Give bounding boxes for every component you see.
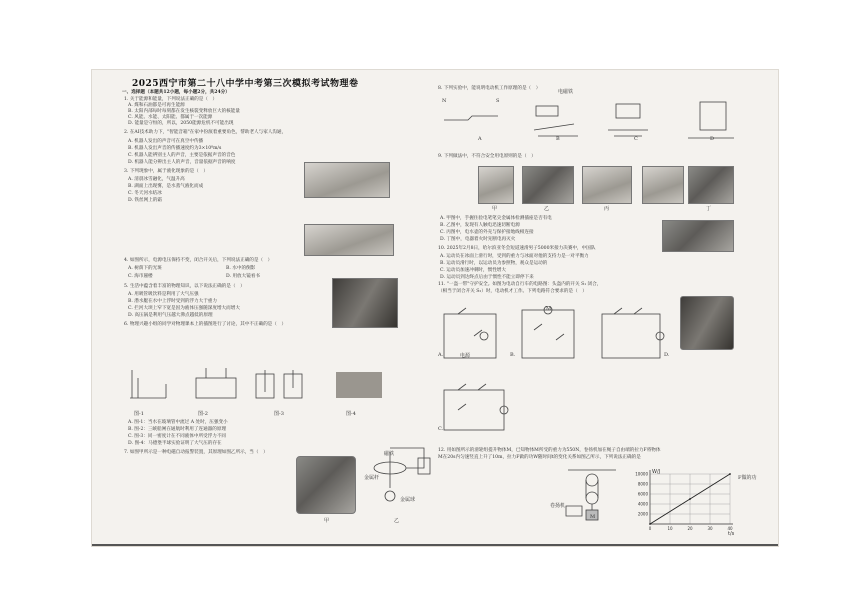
y-tick-label: 2000 xyxy=(637,511,648,517)
chart-y-axis-label: W/J xyxy=(652,469,661,475)
q9-fig-ding xyxy=(688,166,734,204)
y-tick-label: 8000 xyxy=(637,481,648,487)
q12-label-m: M xyxy=(590,514,596,520)
q8-option-c: C xyxy=(634,136,638,142)
q6-option-d: D. 图-4：马德堡半球实验证明了大气压的存在 xyxy=(128,441,222,446)
section-one-heading: 一、选择题（本题共12小题，每小题2分，共24分） xyxy=(122,90,230,95)
fig1-tubes xyxy=(130,370,166,398)
q6-option-b: B. 图-2：三峡船闸在通航时利用了连通器的原理 xyxy=(128,427,227,432)
q8-label-n: N xyxy=(442,98,447,104)
fig4-photo xyxy=(336,372,382,398)
q11-helmet-photo xyxy=(680,296,734,350)
fig1-caption: 图-1 xyxy=(134,411,144,417)
y-tick-label: 10000 xyxy=(635,471,648,477)
fig2-caption: 图-2 xyxy=(198,411,208,417)
q8-label-electromagnet: 电磁铁 xyxy=(558,89,574,95)
fig3-caption: 图-3 xyxy=(274,411,284,417)
q8-fig-b xyxy=(534,124,578,136)
exam-paper xyxy=(92,70,778,546)
data-point xyxy=(649,523,651,525)
x-tick-label: 10 xyxy=(667,526,673,531)
q2-stem: 2. 在AI技术助力下，"智能音箱"在家中扮演着重要角色，帮助老人与家人沟通， xyxy=(124,130,287,135)
q6-stem: 6. 物理兴趣小组的同学对物理课本上的插图进行了讨论，其中不正确的是（ ） xyxy=(124,322,287,327)
q4-option-a: A. 树荫下的光斑 xyxy=(128,266,162,271)
q9-fig-bing xyxy=(582,166,632,204)
q8-stem: 8. 下列实验中，能说明电动机工作原理的是（ ） xyxy=(438,86,541,91)
q4-photo-cooking xyxy=(332,278,398,328)
q4-option-c: C. 海市蜃楼 xyxy=(128,274,153,279)
x-tick-label: 20 xyxy=(687,526,693,531)
q8-option-b: B xyxy=(556,136,560,142)
chart-x-axis-label: t/s xyxy=(728,531,735,536)
q4-option-d: D. 用放大镜看书 xyxy=(226,274,261,279)
q7-alarm-photo xyxy=(296,456,356,514)
paper-title: 2025西宁市第二十八中学中考第三次模拟考试物理卷 xyxy=(132,79,359,89)
q12-label-work-of-f: F做的功 xyxy=(738,475,757,481)
q3-option-b: B. 湖面上出现雾，是水蒸气液化而成 xyxy=(128,184,204,189)
q6-option-c: C. 图-3：同一密度计在不同液体中所受浮力不同 xyxy=(128,434,227,439)
q7-label-ball: 金属球 xyxy=(400,497,416,503)
q1-stem: 1. 关于能源和能量，下列说法正确的是（ ） xyxy=(124,97,218,102)
q9-option-b: B. 乙图中，发现有人触电迅速切断电源 xyxy=(440,223,520,228)
q8-fig-a xyxy=(444,116,498,120)
data-point xyxy=(689,498,691,500)
q2-photo-robot xyxy=(304,162,390,198)
fig4-caption: 图-4 xyxy=(346,411,356,417)
fig2-locks xyxy=(196,378,236,398)
q11-label-a: A. xyxy=(438,352,444,358)
q3-stem: 3. 下列现象中，属于液化现象的是（ ） xyxy=(124,169,208,174)
q8-option-d: D xyxy=(710,136,715,142)
q5-option-b: B. 潜水艇在水中上浮时受到的浮力大于重力 xyxy=(128,299,217,304)
q11-stem-1: 11. "一盔一带"守护安全。如图为电动自行车的电路图：头盔内的开关 S₁ 闭合， xyxy=(438,282,602,287)
q9-caption-jia: 甲 xyxy=(492,206,498,212)
y-tick-label: 4000 xyxy=(637,501,648,507)
q11-label-d: D. xyxy=(664,352,670,358)
q1-option-c: C. 风能、水能、太阳能、都属于一次能源 xyxy=(128,115,213,120)
x-tick-label: 0 xyxy=(648,526,652,531)
y-tick-label: 6000 xyxy=(637,491,648,497)
q11-label-power-a: 电源 xyxy=(460,353,471,359)
q2-option-c: C. 机器人能辨别主人的声音，主要是依据声音的音色 xyxy=(128,153,236,158)
q6-option-a: A. 图-1：当水在玻璃管中流过 A 处时，压强变小 xyxy=(128,420,228,425)
q5-option-a: A. 用吸管吸饮料是利用了大气压强 xyxy=(128,292,199,297)
q12-work-time-chart xyxy=(626,466,736,536)
scan-edge-bottom xyxy=(92,544,778,546)
q7-caption-jia: 甲 xyxy=(324,518,330,524)
q9-fig-ding-kettle xyxy=(642,166,684,204)
q1-option-d: D. 能量是守恒的，所以，2050能源危机不可能出现 xyxy=(128,121,234,126)
q8-fig-c xyxy=(608,130,648,136)
q7-label-magnet: 磁铁 xyxy=(384,451,395,457)
q3-option-a: A. 清晨冰雪融化，气温升高 xyxy=(128,177,185,182)
q7-stem: 7. 如图甲所示是一种电磁自动报警装置，其原理如图乙所示，当（ ） xyxy=(124,450,268,455)
data-point xyxy=(729,473,731,475)
q8-option-a: A xyxy=(478,136,482,142)
q10-photo-skaters xyxy=(662,220,734,252)
q9-fig-jia xyxy=(478,166,514,204)
q7-label-rod: 金属杆 xyxy=(364,475,380,481)
q10-stem: 10. 2025年2月8日，哈尔滨亚冬会短道速滑男子5000米接力决赛中，中国队 xyxy=(438,246,596,251)
q10-option-d: D. 运动员到达终点后由于惯性不能立即停下来 xyxy=(440,275,534,280)
q2-option-b: B. 机器人发出声音的传播速度约为3×10⁸m/s xyxy=(128,146,222,151)
q2-option-a: A. 机器人发出的声音可在真空中传播 xyxy=(128,139,204,144)
q9-option-c: C. 丙图中，电水壶的外壳与保护接地线相连接 xyxy=(440,230,534,235)
x-tick-label: 30 xyxy=(707,526,713,531)
q4-option-b: B. 水中的倒影 xyxy=(226,266,256,271)
q11-circuit-options xyxy=(438,306,678,436)
q5-option-d: D. 高压锅是利用气压越大沸点越低的原理 xyxy=(128,313,213,318)
q9-stem: 9. 下列做法中，不符合安全用电原则的是（ ） xyxy=(438,154,536,159)
q4-stem: 4. 如图所示，电源电压保持不变，闭合开关后，下列说法正确的是（ ） xyxy=(124,258,273,263)
q7-caption-yi: 乙 xyxy=(394,518,400,524)
q11-label-motor: M xyxy=(546,306,552,312)
q9-caption-yi: 乙 xyxy=(544,206,550,212)
q2-option-d: D. 机器人能分辨出主人的声音，音量依据声音的响度 xyxy=(128,160,236,165)
q10-option-c: C. 运动员加速冲刺时，惯性增大 xyxy=(440,268,506,273)
q12-label-winch: 卷扬机 xyxy=(550,503,566,509)
q1-option-a: A. 煤和石油都是可再生能源 xyxy=(128,103,185,108)
q9-caption-bing: 丙 xyxy=(604,206,610,212)
q3-option-d: D. 铁丝网上的霜 xyxy=(128,198,163,203)
q6-figures xyxy=(126,358,396,408)
q11-label-b: B. xyxy=(510,352,516,358)
q9-caption-ding: 丁 xyxy=(706,206,712,212)
q12-stem-1: 12. 用如图所示的滑轮组提升物体M，已知物体M所受的重力为550N，卷扬机加在绳子自由端的拉力F将物体 xyxy=(438,448,661,453)
q9-fig-yi xyxy=(522,166,574,204)
q10-option-b: B. 运动员滑行时，以运动员为参照物，观众是运动的 xyxy=(440,261,548,266)
q5-stem: 5. 生活中蕴含着丰富的物理知识，以下说法正确的是（ ） xyxy=(124,284,245,289)
q9-option-d: D. 丁图中，电器着火时先断电再灭火 xyxy=(440,237,516,242)
q11-label-c: C. xyxy=(438,426,444,432)
x-tick-label: 40 xyxy=(727,526,733,531)
circuit-b xyxy=(522,310,574,358)
q11-stem-2: （相当于闭合开关 S₂）时，电动机才工作。下列电路符合要求的是（ ） xyxy=(438,289,587,294)
q3-option-c: C. 冬天河水结冰 xyxy=(128,191,162,196)
q8-label-s: S xyxy=(496,98,500,104)
q3-photo-landscape xyxy=(304,224,394,256)
q1-option-b: B. 太阳内部每时每刻都在发生核裂变释放巨大的核能量 xyxy=(128,109,240,114)
q9-option-a: A. 甲图中，手握住验电笔笔尖金属体检测插座是否有电 xyxy=(440,216,552,221)
circuit-d xyxy=(602,314,660,358)
q12-stem-2: M在20s内匀速竖直上升了10m，拉力F做的功W随时间t的变化关系如图乙所示，下列说法正确的是 xyxy=(438,455,641,460)
q10-option-a: A. 运动员在冰面上滑行时，受到的重力与冰面对他的支持力是一对平衡力 xyxy=(440,254,589,259)
circuit-c xyxy=(444,390,504,430)
q5-option-c: C. 拦河大坝上窄下宽是因为液体压强随深度增大而增大 xyxy=(128,306,240,311)
